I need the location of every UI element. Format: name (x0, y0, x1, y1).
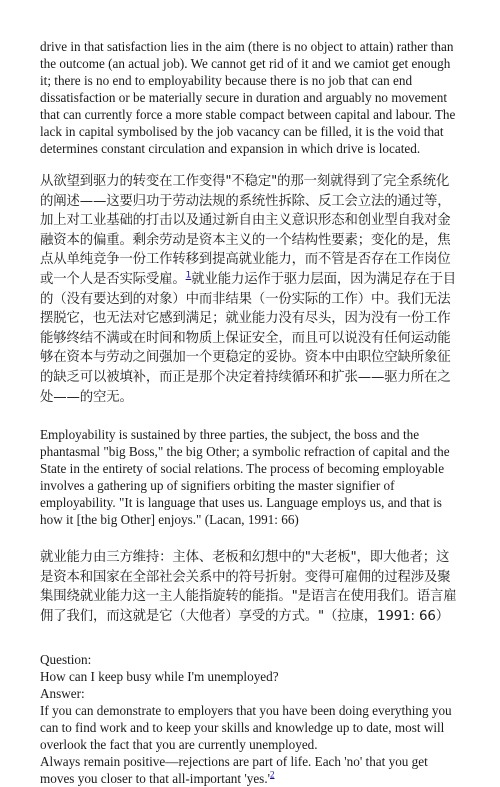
answer-text-1: If you can demonstrate to employers that you have been doing everything you can to find work and to keep your skills and knowledge up to date, most will overlook the fact that you are currently unemployed. (40, 702, 452, 752)
paragraph-chinese-drive (40, 172, 460, 407)
paragraph-english-employability: Employability is sustained by three parties, the subject, the boss and the phantasmal "big Boss," the big Other; a symbolic refraction of capital and the State in the entirety of social relations. The process of becoming employable involves a gathering up of signifiers orbiting the master signifier of employability. "It is language that uses us. Language employs us, and that is how it [the big Other] enjoys." (Lacan, 1991: 66) (40, 427, 450, 528)
document-page (40, 38, 460, 787)
paragraph-chinese-drive-part1: 从欲望到驱力的转变在工作变得"不稳定"的那一刻就得到了完全系统化的阐述——这要归功于劳动法规的系统性拆除、反工会立法的通过等，加上对工业基础的打击以及通过新自由主义意识形态和创业型自我对金融资本的偏重。剩余劳动是资本主义的一个结构性要素；变化的是，焦点从单纯竞争一份工作转移到提高就业能力，而不管是否存在工作岗位或一个人是否实际受雇。 (40, 174, 451, 287)
footnote-link-1[interactable]: 1 (185, 270, 192, 281)
paragraph-chinese-employability: 就业能力由三方维持：主体、老板和幻想中的"大老板"，即大他者；这是资本和国家在全部社会关系中的符号折射。变得可雇佣的过程涉及聚集围绕就业能力这一主人能指旋转的能指。"是语言在使用我们。语言雇佣了我们，而这就是它（大他者）享受的方式。"（拉康，1991: 66） (40, 550, 457, 624)
paragraph-english-drive: drive in that satisfaction lies in the aim (there is no object to attain) rather than the outcome (an actual job). We cannot get rid of it and we camiot get enough it; there is no end to employability because there is no job that can end dissatisfaction or be materially secure in duration and arguably no movement that can currently force a more stable compact between capital and labour. The lack in capital symbolised by the job vacancy can be filled, it is the void that determines constant circulation and expansion in which drive is located. (40, 39, 456, 156)
qa-block (40, 651, 460, 787)
answer-text-2 (40, 753, 460, 787)
answer-label: Answer: (40, 685, 85, 701)
paragraph-chinese-drive-part2: 就业能力运作于驱力层面，因为满足存在于目的（没有要达到的对象）中而非结果（一份实际的工作）中。我们无法摆脱它，也无法对它感到满足；就业能力没有尽头，因为没有一份工作能够终结不满或在时间和物质上保证安全，而且可以说没有任何运动能够在资本与劳动之间强加一个更稳定的妥协。资本中由职位空缺所象征的缺乏可以被填补，而正是那个决定着持续循环和扩张——驱力所在之处——的空无。 (40, 271, 457, 405)
answer-text-2-body: Always remain positive—rejections are part of life. Each 'no' that you get moves you closer to that all-important 'yes.' (40, 753, 428, 786)
footnote-link-2[interactable]: 2 (270, 769, 275, 780)
question-label: Question: (40, 651, 92, 667)
question-text: How can I keep busy while I'm unemployed? (40, 668, 279, 684)
